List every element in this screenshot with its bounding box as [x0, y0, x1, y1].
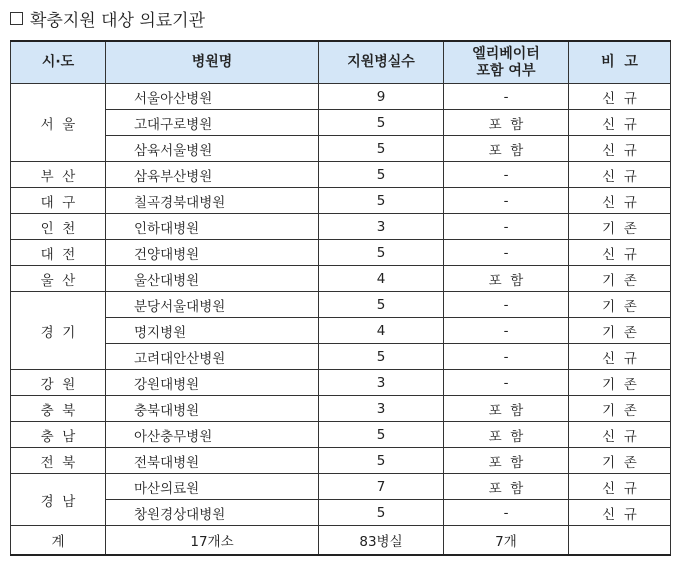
rooms-cell: 5 [319, 136, 444, 162]
total-hospitals: 17개소 [106, 526, 319, 556]
hospital-cell: 마산의료원 [106, 474, 319, 500]
elevator-cell: 포 함 [444, 474, 569, 500]
table-row [11, 500, 671, 526]
table-row [11, 474, 671, 500]
total-row [11, 526, 671, 556]
elevator-cell: - [444, 162, 569, 188]
hospital-cell: 분당서울대병원 [106, 292, 319, 318]
table-row [11, 318, 671, 344]
note-cell: 신 규 [569, 344, 671, 370]
hospital-cell: 고려대안산병원 [106, 344, 319, 370]
elevator-cell: - [444, 84, 569, 110]
note-cell: 신 규 [569, 84, 671, 110]
table-row [11, 422, 671, 448]
elevator-cell: - [444, 500, 569, 526]
note-cell: 기 존 [569, 448, 671, 474]
region-cell: 강 원 [11, 370, 106, 396]
rooms-cell: 9 [319, 84, 444, 110]
hospital-cell: 전북대병원 [106, 448, 319, 474]
note-cell: 신 규 [569, 500, 671, 526]
region-cell: 충 북 [11, 396, 106, 422]
elevator-cell: 포 함 [444, 266, 569, 292]
header-hospital: 병원명 [106, 41, 319, 84]
note-cell: 기 존 [569, 396, 671, 422]
table-row [11, 214, 671, 240]
rooms-cell: 5 [319, 422, 444, 448]
header-note: 비 고 [569, 41, 671, 84]
hospital-cell: 아산충무병원 [106, 422, 319, 448]
hospital-cell: 건양대병원 [106, 240, 319, 266]
rooms-cell: 3 [319, 370, 444, 396]
elevator-cell: 포 함 [444, 110, 569, 136]
table-row [11, 110, 671, 136]
rooms-cell: 5 [319, 162, 444, 188]
hospital-cell: 충북대병원 [106, 396, 319, 422]
section-heading [10, 6, 205, 30]
checkbox-square-icon [10, 12, 23, 25]
hospital-cell: 칠곡경북대병원 [106, 188, 319, 214]
elevator-cell: - [444, 292, 569, 318]
elevator-cell: 포 함 [444, 136, 569, 162]
header-rooms: 지원병실수 [319, 41, 444, 84]
rooms-cell: 4 [319, 318, 444, 344]
table-header-row [11, 41, 671, 84]
region-cell: 울 산 [11, 266, 106, 292]
header-region: 시·도 [11, 41, 106, 84]
note-cell: 신 규 [569, 162, 671, 188]
note-cell: 신 규 [569, 188, 671, 214]
hospital-cell: 창원경상대병원 [106, 500, 319, 526]
table-row [11, 162, 671, 188]
elevator-cell: 포 함 [444, 396, 569, 422]
elevator-cell: - [444, 188, 569, 214]
region-cell: 대 전 [11, 240, 106, 266]
table-row [11, 188, 671, 214]
rooms-cell: 5 [319, 448, 444, 474]
rooms-cell: 5 [319, 500, 444, 526]
region-cell: 대 구 [11, 188, 106, 214]
table-row [11, 448, 671, 474]
elevator-cell: - [444, 240, 569, 266]
elevator-cell: - [444, 370, 569, 396]
hospital-cell: 서울아산병원 [106, 84, 319, 110]
rooms-cell: 3 [319, 214, 444, 240]
note-cell: 기 존 [569, 266, 671, 292]
region-cell: 경 기 [11, 292, 106, 370]
hospital-table [10, 40, 671, 556]
table-row [11, 266, 671, 292]
elevator-cell: - [444, 214, 569, 240]
hospital-cell: 명지병원 [106, 318, 319, 344]
rooms-cell: 3 [319, 396, 444, 422]
region-cell: 인 천 [11, 214, 106, 240]
note-cell: 기 존 [569, 214, 671, 240]
rooms-cell: 4 [319, 266, 444, 292]
region-cell: 서 울 [11, 84, 106, 162]
hospital-cell: 고대구로병원 [106, 110, 319, 136]
rooms-cell: 7 [319, 474, 444, 500]
region-cell: 충 남 [11, 422, 106, 448]
total-label: 계 [11, 526, 106, 556]
hospital-cell: 삼육서울병원 [106, 136, 319, 162]
elevator-cell: - [444, 318, 569, 344]
table-row [11, 136, 671, 162]
hospital-cell: 삼육부산병원 [106, 162, 319, 188]
elevator-cell: 포 함 [444, 448, 569, 474]
table-row [11, 396, 671, 422]
hospital-cell: 울산대병원 [106, 266, 319, 292]
region-cell: 경 남 [11, 474, 106, 526]
elevator-cell: - [444, 344, 569, 370]
table-row [11, 240, 671, 266]
total-rooms: 83병실 [319, 526, 444, 556]
hospital-cell: 인하대병원 [106, 214, 319, 240]
rooms-cell: 5 [319, 292, 444, 318]
rooms-cell: 5 [319, 344, 444, 370]
note-cell: 신 규 [569, 136, 671, 162]
note-cell: 신 규 [569, 474, 671, 500]
note-cell: 기 존 [569, 318, 671, 344]
region-cell: 부 산 [11, 162, 106, 188]
note-cell: 신 규 [569, 110, 671, 136]
table-body [11, 84, 671, 526]
region-cell: 전 북 [11, 448, 106, 474]
rooms-cell: 5 [319, 110, 444, 136]
hospital-cell: 강원대병원 [106, 370, 319, 396]
table-row [11, 84, 671, 110]
total-note [569, 526, 671, 556]
table-row [11, 370, 671, 396]
table-row [11, 292, 671, 318]
note-cell: 기 존 [569, 370, 671, 396]
note-cell: 신 규 [569, 240, 671, 266]
header-elevator: 엘리베이터 포함 여부 [444, 41, 569, 84]
elevator-cell: 포 함 [444, 422, 569, 448]
rooms-cell: 5 [319, 188, 444, 214]
note-cell: 신 규 [569, 422, 671, 448]
note-cell: 기 존 [569, 292, 671, 318]
rooms-cell: 5 [319, 240, 444, 266]
heading-title: 확충지원 대상 의료기관 [30, 10, 206, 31]
table-row [11, 344, 671, 370]
total-elevator: 7개 [444, 526, 569, 556]
